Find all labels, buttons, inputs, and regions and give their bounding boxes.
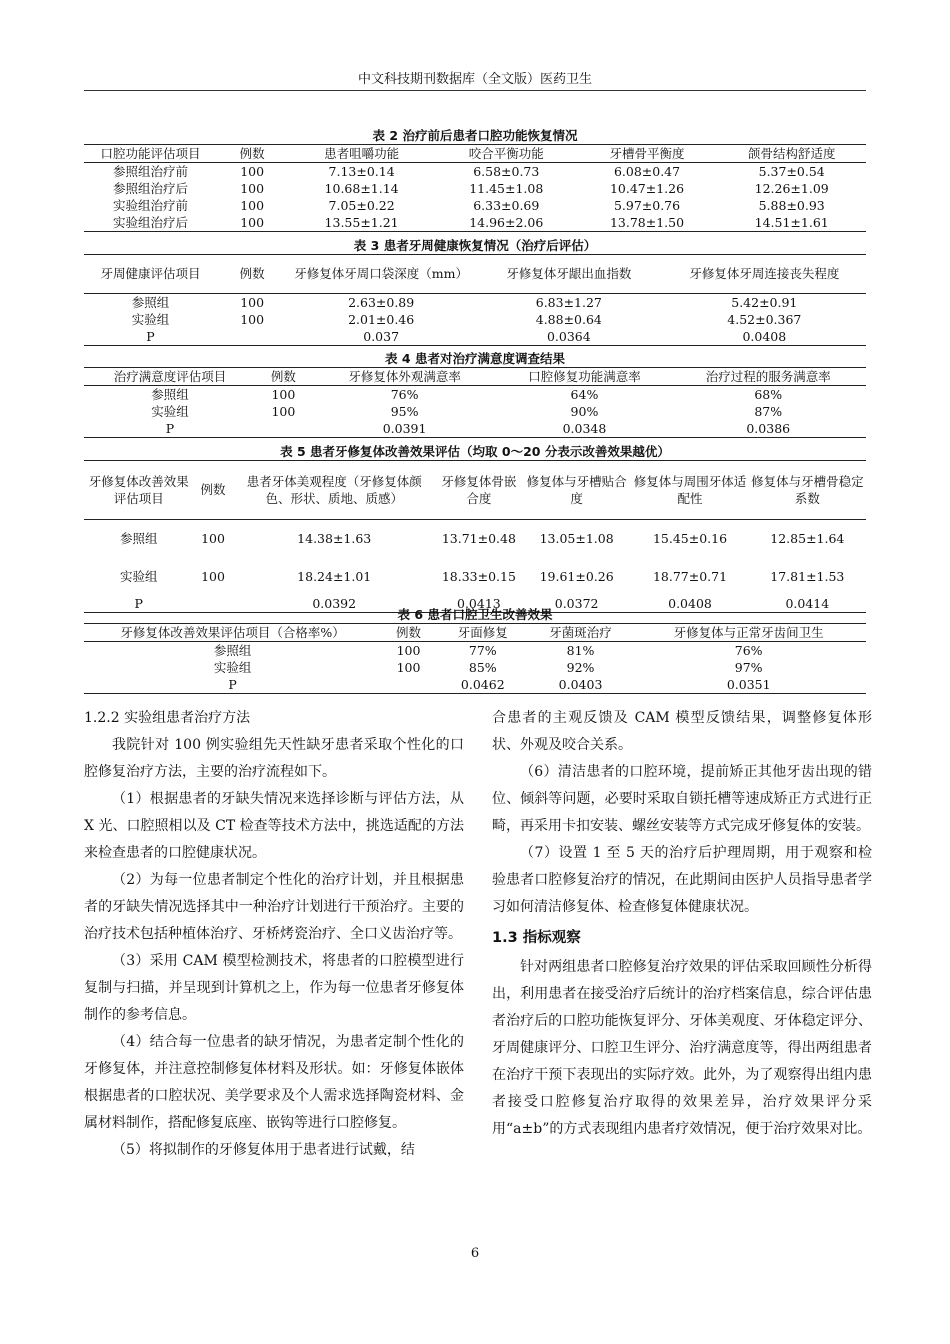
table-cell: 95% xyxy=(390,404,419,419)
table-cell: 100 xyxy=(201,568,225,584)
column-header: 口腔功能评估项目 xyxy=(84,145,217,163)
table-header-row xyxy=(84,461,866,519)
table-cell: 68% xyxy=(754,387,783,402)
table-cell: P xyxy=(146,328,155,344)
column-header: 牙修复体牙周连接丧失程度 xyxy=(663,255,866,293)
table-cell: 18.33±0.15 xyxy=(441,568,516,584)
table-cell: 0.0408 xyxy=(742,328,787,344)
table-cell: 77% xyxy=(468,643,497,658)
table-cell: 实验组 xyxy=(213,660,252,675)
table-cell: 10.47±1.26 xyxy=(609,181,685,196)
table-row xyxy=(84,403,866,420)
table-cell: 100 xyxy=(240,294,265,310)
column-header: 患者牙体美观程度（牙修复体颜色、形状、质地、质感） xyxy=(233,461,436,519)
table-cell: 0.0392 xyxy=(312,596,357,611)
table-cell: 参照组治疗后 xyxy=(112,181,188,196)
table-cell: 0.0413 xyxy=(457,596,501,611)
table-cell: 5.42±0.91 xyxy=(731,294,798,310)
table-cell: 17.81±1.53 xyxy=(770,568,845,584)
table-cell: 实验组 xyxy=(151,404,189,419)
table-row xyxy=(84,293,866,311)
section-heading: 1.3 指标观察 xyxy=(492,930,581,946)
table-cell: 12.26±1.09 xyxy=(754,181,829,196)
table-cell: 实验组治疗后 xyxy=(112,215,188,230)
column-header: 修复体与牙槽骨稳定系数 xyxy=(749,461,866,519)
table-cell: 97% xyxy=(734,660,763,675)
column-header: 牙修复体改善效果评估项目（合格率%） xyxy=(84,624,381,642)
table-cell: 15.45±0.16 xyxy=(652,530,728,546)
column-header: 治疗过程的服务满意率 xyxy=(670,368,866,386)
table-cell: 14.51±1.61 xyxy=(754,215,829,230)
paragraph-continuation: 合患者的主观反馈及 CAM 模型反馈结果，调整修复体形状、外观及咬合关系。 xyxy=(492,710,872,753)
paragraph: （6）清洁患者的口腔环境，提前矫正其他牙齿出现的错位、倾斜等问题，必要时采取自锁托槽等速成矫正方式进行正畸，再采用卡扣安装、螺丝安装等方式完成牙修复体的安装。 xyxy=(492,764,872,834)
section-heading: 1.2.2 实验组患者治疗方法 xyxy=(84,710,251,726)
table-caption: 表 2 治疗前后患者口腔功能恢复情况 xyxy=(84,127,866,145)
table-cell: 6.33±0.69 xyxy=(473,198,540,213)
column-header: 牙修复体牙龈出血指数 xyxy=(475,255,663,293)
column-header: 牙修复体改善效果评估项目 xyxy=(84,461,193,519)
table-cell: 18.24±1.01 xyxy=(297,568,372,584)
paragraph: 我院针对 100 例实验组先天性缺牙患者采取个性化的口腔修复治疗方法，主要的治疗流程如下。 xyxy=(84,737,464,780)
table-cell: 实验组治疗前 xyxy=(112,198,188,213)
table-cell: P xyxy=(134,596,143,611)
table-cell: 12.85±1.64 xyxy=(770,530,845,546)
column-header: 牙槽骨平衡度 xyxy=(577,145,718,163)
table-cell: 实验组 xyxy=(131,311,170,327)
table-3 xyxy=(84,237,866,346)
table-cell: 2.63±0.89 xyxy=(348,294,415,310)
table-cell: 6.08±0.47 xyxy=(613,164,681,179)
table-header-row xyxy=(84,255,866,293)
table-cell: 100 xyxy=(271,387,296,402)
column-header: 修复体与牙槽贴合度 xyxy=(522,461,631,519)
table-cell: 87% xyxy=(754,404,783,419)
table-cell: 0.0414 xyxy=(785,596,830,611)
table-4 xyxy=(84,350,866,438)
table-cell: 7.13±0.14 xyxy=(328,164,395,179)
page-number: 6 xyxy=(470,1246,480,1261)
table-row xyxy=(84,676,866,694)
table-row xyxy=(84,180,866,197)
table-cell: 76% xyxy=(390,387,419,402)
column-header: 例数 xyxy=(217,255,287,293)
right-column xyxy=(492,705,872,1143)
table-cell: 100 xyxy=(271,404,296,419)
table-cell: 4.88±0.64 xyxy=(535,311,602,327)
column-header: 颌骨结构舒适度 xyxy=(717,145,866,163)
table-cell: 64% xyxy=(570,387,599,402)
table-cell: 参照组 xyxy=(151,387,189,402)
table-caption: 表 3 患者牙周健康恢复情况（治疗后评估） xyxy=(84,237,866,255)
table-row xyxy=(84,214,866,232)
table-cell: 0.0372 xyxy=(554,596,599,611)
table-cell: 0.037 xyxy=(363,328,400,344)
column-header: 牙菌斑治疗 xyxy=(530,624,632,642)
table-row xyxy=(84,311,866,328)
left-column xyxy=(84,705,464,1164)
table-cell: 参照组治疗前 xyxy=(112,164,188,179)
table-cell: 6.83±1.27 xyxy=(535,294,602,310)
table-cell: 100 xyxy=(240,198,265,213)
paragraph: （5）将拟制作的牙修复体用于患者进行试戴，结 xyxy=(112,1142,415,1158)
table-cell: 13.78±1.50 xyxy=(609,215,685,230)
table-cell: 0.0351 xyxy=(726,677,771,692)
table-caption: 表 5 患者牙修复体改善效果评估（均取 0～20 分表示改善效果越优） xyxy=(84,443,866,461)
table-cell: 6.58±0.73 xyxy=(473,164,540,179)
paragraph: （2）为每一位患者制定个性化的治疗计划，并且根据患者的牙缺失情况选择其中一种治疗计划进行干预治疗。主要的治疗技术包括种植体治疗、牙桥烤瓷治疗、全口义齿治疗等。 xyxy=(84,872,464,942)
table-cell: 11.45±1.08 xyxy=(469,181,544,196)
table-cell: 100 xyxy=(201,530,225,546)
table-caption: 表 4 患者对治疗满意度调查结果 xyxy=(84,350,866,368)
table-cell: 0.0386 xyxy=(746,421,791,436)
table-cell: 14.96±2.06 xyxy=(469,215,544,230)
table-cell: 5.97±0.76 xyxy=(613,198,681,213)
table-cell: 0.0403 xyxy=(558,677,603,692)
paragraph: （4）结合每一位患者的缺牙情况，为患者定制个性化的牙修复体，并注意控制修复体材料及形状。如：牙修复体嵌体根据患者的口腔状况、美学要求及个人需求选择陶瓷材料、金属材料制作，搭配修复底座、嵌钩等进行口腔修复。 xyxy=(84,1034,464,1131)
column-header: 例数 xyxy=(381,624,436,642)
table-cell: 100 xyxy=(240,215,265,230)
table-2 xyxy=(84,127,866,232)
table-row xyxy=(84,386,866,404)
table-cell: P xyxy=(165,421,175,436)
column-header: 治疗满意度评估项目 xyxy=(84,368,256,386)
table-cell: 7.05±0.22 xyxy=(328,198,395,213)
table-cell: 19.61±0.26 xyxy=(539,568,614,584)
column-header: 例数 xyxy=(256,368,311,386)
paragraph: 针对两组患者口腔修复治疗效果的评估采取回顾性分析得出，利用患者在接受治疗后统计的治疗档案信息，综合评估患者治疗后的口腔功能恢复评分、牙体美观度、牙体稳定评分、牙周健康评分、口腔卫生评分、治疗满意度等，得出两组患者在治疗干预下表现出的实际疗效。此外，为了观察得出组内患者接受口腔修复治疗取得的效果差异，治疗效果评分采用“a±b”的方式表现组内患者疗效情况，便于治疗效果对比。 xyxy=(492,959,872,1137)
paragraph: （1）根据患者的牙缺失情况来选择诊断与评估方法，从 X 光、口腔照相以及 CT 检查等技术方法中，挑选适配的方法来检查患者的口腔健康状况。 xyxy=(84,791,464,861)
table-cell: 18.77±0.71 xyxy=(652,568,728,584)
table-cell: 参照组 xyxy=(213,643,252,658)
table-cell: 100 xyxy=(396,660,421,675)
table-cell: 13.05±1.08 xyxy=(539,530,614,546)
table-cell: 实验组 xyxy=(119,568,158,584)
table-cell: 5.37±0.54 xyxy=(758,164,825,179)
table-row xyxy=(84,328,866,346)
table-cell: 14.38±1.63 xyxy=(297,530,372,546)
table-cell: 90% xyxy=(570,404,599,419)
table-cell: 0.0391 xyxy=(382,421,427,436)
column-header: 修复体与周围牙体适配性 xyxy=(631,461,748,519)
table-cell xyxy=(217,328,287,346)
table-cell: 参照组 xyxy=(131,294,170,310)
column-header: 例数 xyxy=(217,145,287,163)
table-cell: P xyxy=(228,677,237,692)
table-cell: 0.0348 xyxy=(562,421,607,436)
table-cell: 0.0364 xyxy=(546,328,591,344)
table-cell: 参照组 xyxy=(119,530,158,546)
running-header: 中文科技期刊数据库（全文版）医药卫生 xyxy=(84,68,866,91)
column-header: 牙修复体牙周口袋深度（mm） xyxy=(287,255,475,293)
table-row xyxy=(84,642,866,660)
table-cell: 0.0462 xyxy=(460,677,505,692)
table-cell xyxy=(381,676,436,694)
table-cell: 2.01±0.46 xyxy=(348,311,415,327)
table-header-row xyxy=(84,368,866,386)
table-header-row xyxy=(84,624,866,642)
column-header: 牙修复体与正常牙齿间卫生 xyxy=(631,624,866,642)
table-cell xyxy=(256,420,311,438)
table-cell: 100 xyxy=(240,311,265,327)
table-cell: 13.55±1.21 xyxy=(324,215,399,230)
table-cell: 100 xyxy=(396,643,421,658)
table-cell: 81% xyxy=(566,643,595,658)
table-cell: 10.68±1.14 xyxy=(324,181,399,196)
column-header: 牙周健康评估项目 xyxy=(84,255,217,293)
column-header: 例数 xyxy=(193,461,232,519)
table-6 xyxy=(84,606,866,694)
table-row xyxy=(84,163,866,181)
table-row xyxy=(84,420,866,438)
table-cell: 85% xyxy=(468,660,497,675)
table-cell: 76% xyxy=(734,643,763,658)
table-cell: 100 xyxy=(240,164,265,179)
table-5 xyxy=(84,443,866,613)
table-caption: 表 6 患者口腔卫生改善效果 xyxy=(84,606,866,624)
column-header: 牙修复体外观满意率 xyxy=(311,368,499,386)
column-header: 口腔修复功能满意率 xyxy=(498,368,670,386)
table-row xyxy=(84,659,866,676)
column-header: 牙修复体骨嵌合度 xyxy=(436,461,522,519)
table-cell: 5.88±0.93 xyxy=(758,198,825,213)
column-header: 牙面修复 xyxy=(436,624,530,642)
table-cell: 100 xyxy=(240,181,265,196)
column-header: 咬合平衡功能 xyxy=(436,145,577,163)
paragraph: （7）设置 1 至 5 天的治疗后护理周期，用于观察和检验患者口腔修复治疗的情况，在此期间由医护人员指导患者学习如何清洁修复体、检查修复体健康状况。 xyxy=(492,845,872,915)
table-row xyxy=(84,519,866,557)
table-row xyxy=(84,557,866,595)
table-header-row xyxy=(84,145,866,163)
paragraph: （3）采用 CAM 模型检测技术，将患者的口腔模型进行复制与扫描，并呈现到计算机之上，作为每一位患者牙修复体制作的参考信息。 xyxy=(84,953,464,1023)
table-cell: 4.52±0.367 xyxy=(727,311,802,327)
column-header: 患者咀嚼功能 xyxy=(287,145,436,163)
table-cell: 0.0408 xyxy=(668,596,712,611)
table-cell: 13.71±0.48 xyxy=(441,530,516,546)
table-cell: 92% xyxy=(566,660,595,675)
table-row xyxy=(84,197,866,214)
